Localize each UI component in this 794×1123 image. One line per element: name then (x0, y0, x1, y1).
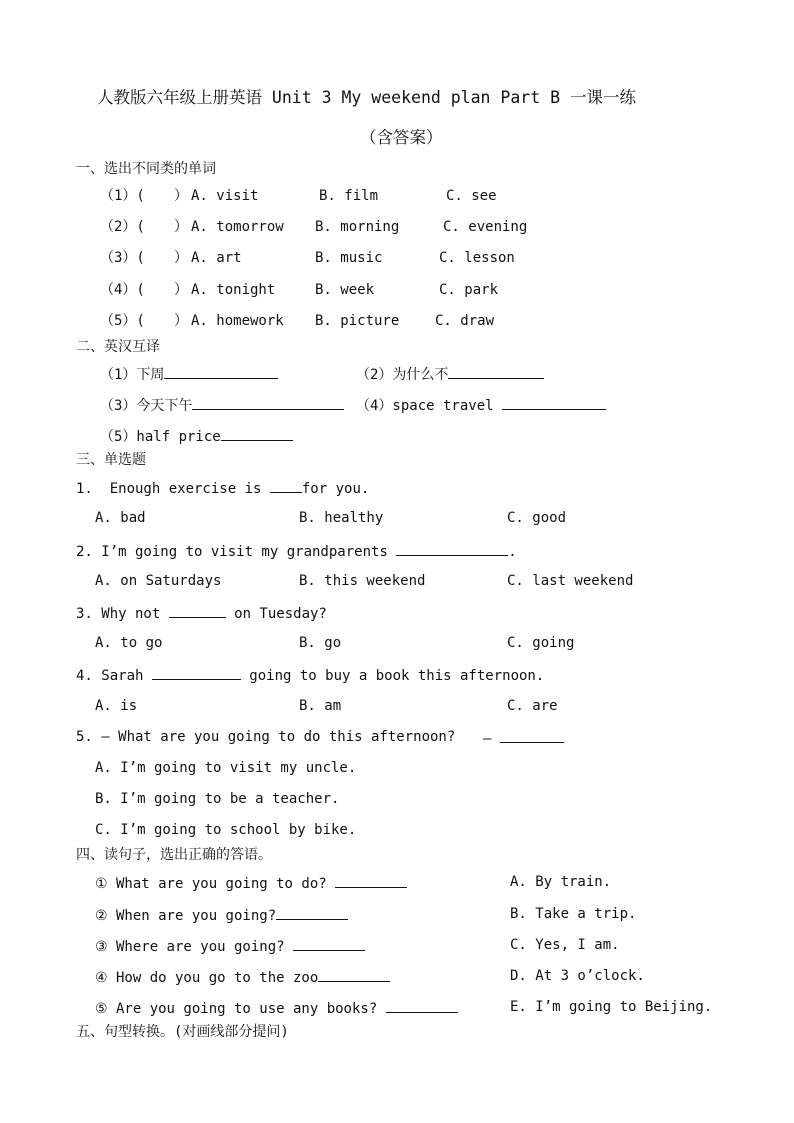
s4-q2 (95, 904, 348, 926)
s1-item-4-c: C. park (439, 282, 499, 298)
s4-answer-c: C. Yes, I am. (510, 937, 620, 953)
s3-q5-blank[interactable] (500, 727, 564, 743)
s3-q5-answer (483, 727, 564, 749)
s3-q1-post: for you. (301, 481, 370, 497)
s1-item-4-num: （4）( (100, 282, 145, 298)
s4-q1-text: ① What are you going to do? (95, 876, 336, 892)
s1-item-5-c: C. draw (435, 313, 495, 329)
s3-q1 (76, 477, 369, 499)
s3-q1-blank[interactable] (270, 477, 302, 493)
s2-item-5-blank[interactable] (221, 425, 293, 441)
s1-item-4-a: A. tonight (191, 282, 276, 298)
s4-answer-d: D. At 3 o’clock. (510, 968, 645, 984)
s3-q2-opt-b: B. this weekend (299, 573, 426, 589)
s3-q4-opt-b: B. am (299, 698, 342, 714)
s2-item-2-label: （2）为什么不 (356, 367, 449, 383)
s4-q3-text: ③ Where are you going? (95, 939, 293, 955)
s3-q3-pre: 3. Why not (76, 606, 169, 622)
s2-item-3-blank[interactable] (192, 394, 344, 410)
s4-answer-a: A. By train. (510, 874, 612, 890)
s1-item-2-b: B. morning (315, 219, 400, 235)
s4-q4-text: ④ How do you go to the zoo (95, 970, 319, 986)
s3-q5-dash: — (483, 731, 492, 747)
s4-answer-b: B. Take a trip. (510, 906, 637, 922)
s3-q3-post: on Tuesday? (225, 606, 327, 622)
s3-q1-opt-c: C. good (507, 510, 567, 526)
s3-q4-opt-c: C. are (507, 698, 558, 714)
s3-q4-opt-a: A. is (95, 698, 138, 714)
s3-q3-blank[interactable] (169, 602, 226, 618)
s1-item-4-b: B. week (315, 282, 375, 298)
s2-item-3 (100, 394, 344, 416)
s1-item-2-c: C. evening (443, 219, 528, 235)
s1-item-5-num: （5）( (100, 313, 145, 329)
s2-item-4-label: （4）space travel (356, 398, 503, 414)
section1-heading: 一、选出不同类的单词 (76, 161, 216, 177)
s2-item-5 (100, 425, 293, 447)
s1-item-1-a: A. visit (191, 188, 259, 204)
s4-q4 (95, 966, 390, 988)
s1-item-3-num: （3）( (100, 250, 145, 266)
s3-q4 (76, 664, 544, 686)
s3-q3-opt-c: C. going (507, 635, 575, 651)
section4-heading: 四、读句子，选出正确的答语。 (76, 847, 272, 863)
s1-item-1-c: C. see (446, 188, 497, 204)
s4-q1 (95, 872, 407, 894)
s3-q2 (76, 540, 517, 562)
s2-item-1-blank[interactable] (164, 363, 278, 379)
s3-q4-post: going to buy a book this afternoon. (240, 668, 545, 684)
s1-item-3-paren: ） (174, 250, 188, 266)
s4-q2-blank[interactable] (276, 904, 348, 920)
s1-item-2-paren: ） (174, 219, 188, 235)
s2-item-2-blank[interactable] (448, 363, 544, 379)
s1-item-2-num: （2）( (100, 219, 145, 235)
s2-item-2 (356, 363, 544, 385)
section2-heading: 二、英汉互译 (76, 339, 160, 355)
s4-answer-e: E. I’m going to Beijing. (510, 999, 713, 1015)
page-title: 人教版六年级上册英语 Unit 3 My weekend plan Part B 一课一练 (97, 88, 636, 107)
s3-q2-opt-c: C. last weekend (507, 573, 634, 589)
s1-item-3-b: B. music (315, 250, 383, 266)
s1-item-5-a: A. homework (191, 313, 284, 329)
s1-item-3-a: A. art (191, 250, 242, 266)
s3-q1-pre: 1. Enough exercise is (76, 481, 270, 497)
s3-q5-opt-a: A. I’m going to visit my uncle. (95, 760, 357, 776)
s1-item-1-paren: ） (174, 188, 188, 204)
s4-q3 (95, 935, 365, 957)
s4-q4-blank[interactable] (318, 966, 390, 982)
s3-q3-opt-b: B. go (299, 635, 342, 651)
s2-item-5-label: （5）half price (100, 429, 221, 445)
page-subtitle: （含答案） (360, 128, 443, 147)
s2-item-3-label: （3）今天下午 (100, 398, 193, 414)
s2-item-1-label: （1）下周 (100, 367, 165, 383)
s3-q5-text: 5. — What are you going to do this afternoon? (76, 729, 456, 745)
s2-item-1 (100, 363, 278, 385)
s3-q5-opt-b: B. I’m going to be a teacher. (95, 791, 340, 807)
s3-q2-pre: 2. I’m going to visit my grandparents (76, 544, 397, 560)
s4-q3-blank[interactable] (293, 935, 365, 951)
s3-q5-opt-c: C. I’m going to school by bike. (95, 822, 357, 838)
s1-item-5-b: B. picture (315, 313, 400, 329)
s1-item-1-num: （1）( (100, 188, 145, 204)
s1-item-1-b: B. film (319, 188, 379, 204)
s3-q1-opt-a: A. bad (95, 510, 146, 526)
s1-item-2-a: A. tomorrow (191, 219, 284, 235)
s1-item-3-c: C. lesson (439, 250, 515, 266)
s2-item-4 (356, 394, 606, 416)
s1-item-4-paren: ） (174, 282, 188, 298)
s3-q3-opt-a: A. to go (95, 635, 163, 651)
s3-q2-blank[interactable] (396, 540, 508, 556)
s3-q1-opt-b: B. healthy (299, 510, 384, 526)
section3-heading: 三、单选题 (76, 452, 146, 468)
s4-q5-text: ⑤ Are you going to use any books? (95, 1001, 386, 1017)
section5-heading: 五、句型转换。(对画线部分提问) (76, 1024, 289, 1040)
s1-item-5-paren: ） (174, 313, 188, 329)
s3-q4-blank[interactable] (152, 664, 241, 680)
s4-q2-text: ② When are you going? (95, 908, 277, 924)
s2-item-4-blank[interactable] (502, 394, 606, 410)
s3-q2-opt-a: A. on Saturdays (95, 573, 222, 589)
s4-q5 (95, 997, 458, 1019)
s4-q1-blank[interactable] (335, 872, 407, 888)
s3-q3 (76, 602, 327, 624)
s3-q2-post: . (508, 544, 517, 560)
s4-q5-blank[interactable] (386, 997, 458, 1013)
s3-q4-pre: 4. Sarah (76, 668, 152, 684)
